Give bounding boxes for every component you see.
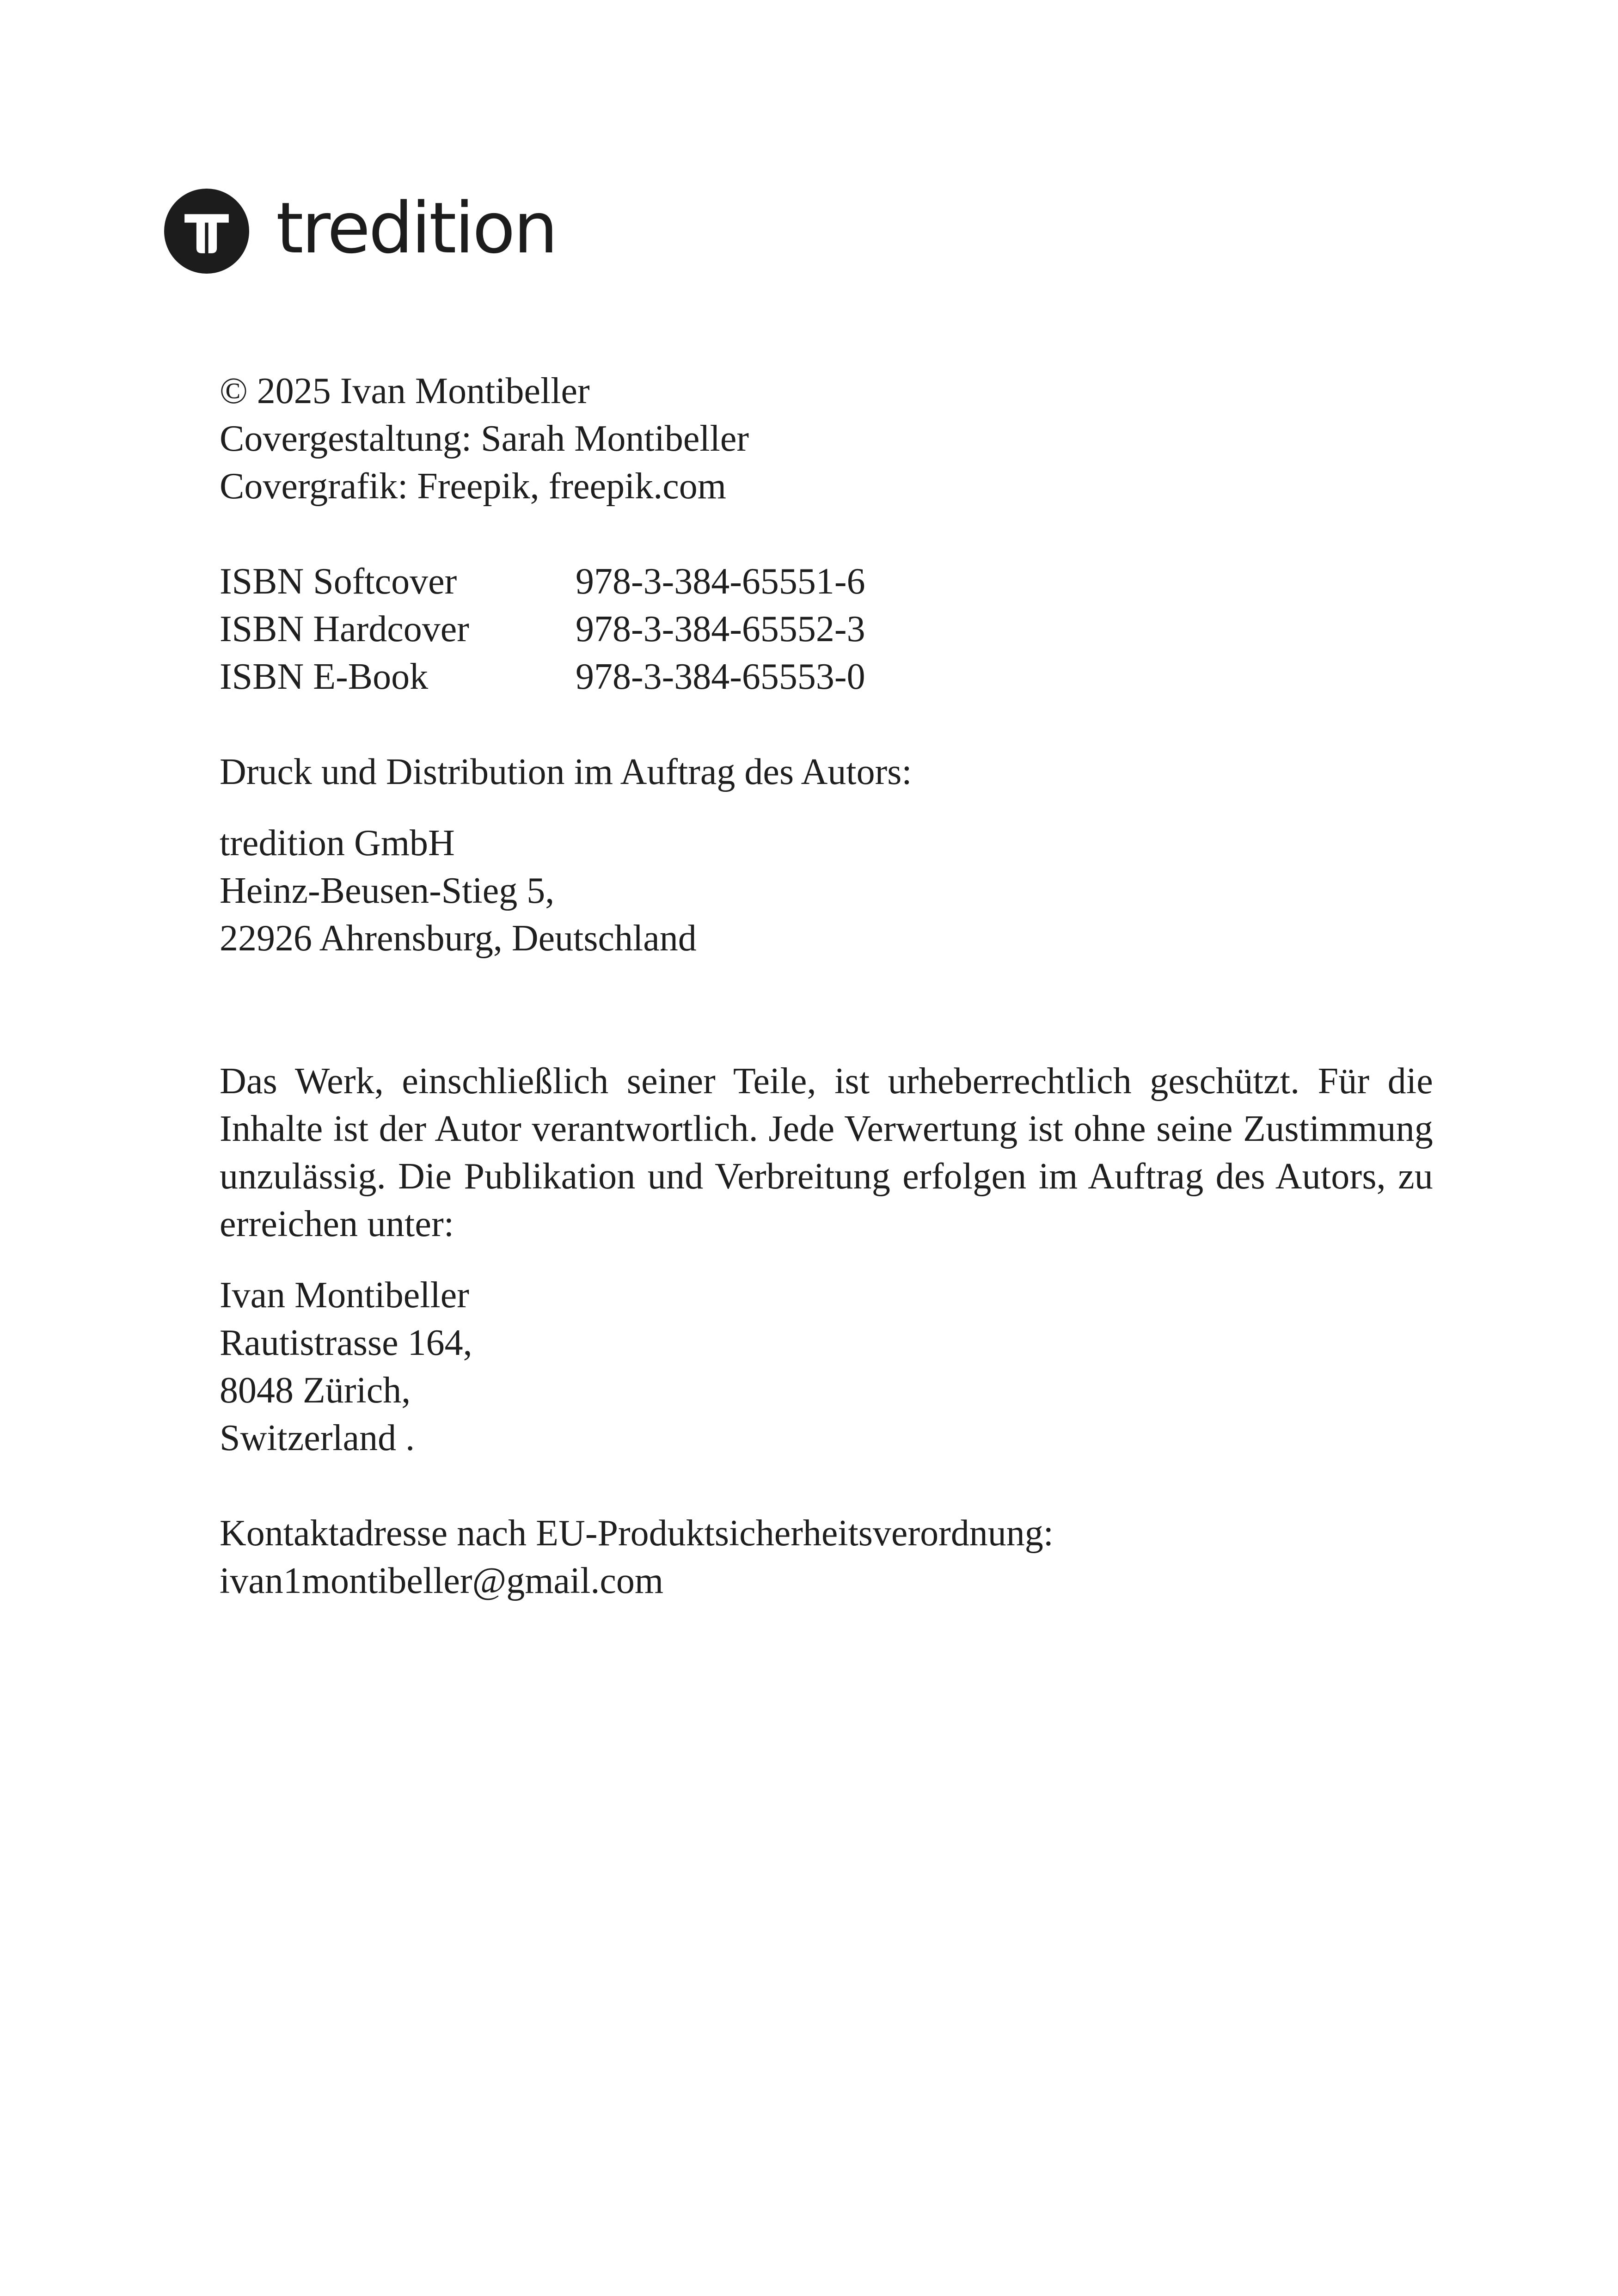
isbn-row <box>220 653 1433 701</box>
copyright-line: © 2025 Ivan Montibeller <box>220 371 590 411</box>
legal-block <box>220 1058 1433 1248</box>
author-street: Rautistrasse 164, <box>220 1322 472 1363</box>
isbn-row <box>220 606 1433 653</box>
isbn-label: ISBN E-Book <box>220 656 429 697</box>
legal-paragraph: Das Werk, einschließlich seiner Teile, ist urheberrechtlich geschützt. Für die Inhalte ist der Autor verantwortlich. Jede Verwertung ist ohne seine Zustimmung unzulässig. Die Publikation und Verbreitung erfolgen im Auftrag des Autors, zu erreichen unter: <box>220 1061 1433 1244</box>
isbn-label: ISBN Hardcover <box>220 609 469 649</box>
isbn-value: 978-3-384-65551-6 <box>576 561 865 602</box>
contact-block <box>220 1510 1433 1605</box>
imprint-content <box>220 367 1433 1605</box>
isbn-value: 978-3-384-65552-3 <box>576 609 865 649</box>
contact-email: ivan1montibeller@gmail.com <box>220 1561 664 1601</box>
author-country: Switzerland . <box>220 1418 415 1458</box>
publisher-city: 22926 Ahrensburg, Deutschland <box>220 918 697 959</box>
isbn-block <box>220 558 1433 701</box>
logo-wordmark: tredition <box>276 187 557 269</box>
distribution-heading: Druck und Distribution im Auftrag des Autors: <box>220 752 912 792</box>
publisher-address <box>220 820 1433 962</box>
publisher-name: tredition GmbH <box>220 823 455 863</box>
isbn-label: ISBN Softcover <box>220 561 457 602</box>
copyright-block <box>220 367 1433 510</box>
publisher-logo <box>164 189 556 274</box>
publisher-street: Heinz-Beusen-Stieg 5, <box>220 870 555 911</box>
tredition-logo-icon <box>164 189 249 274</box>
author-city: 8048 Zürich, <box>220 1370 411 1411</box>
author-name: Ivan Montibeller <box>220 1275 469 1316</box>
isbn-value: 978-3-384-65553-0 <box>576 656 865 697</box>
isbn-row <box>220 558 1433 606</box>
contact-heading: Kontaktadresse nach EU-Produktsicherheitsverordnung: <box>220 1513 1054 1554</box>
distribution-block <box>220 748 1433 796</box>
cover-design-line: Covergestaltung: Sarah Montibeller <box>220 418 749 459</box>
author-address <box>220 1272 1433 1462</box>
cover-graphic-line: Covergrafik: Freepik, freepik.com <box>220 466 726 507</box>
